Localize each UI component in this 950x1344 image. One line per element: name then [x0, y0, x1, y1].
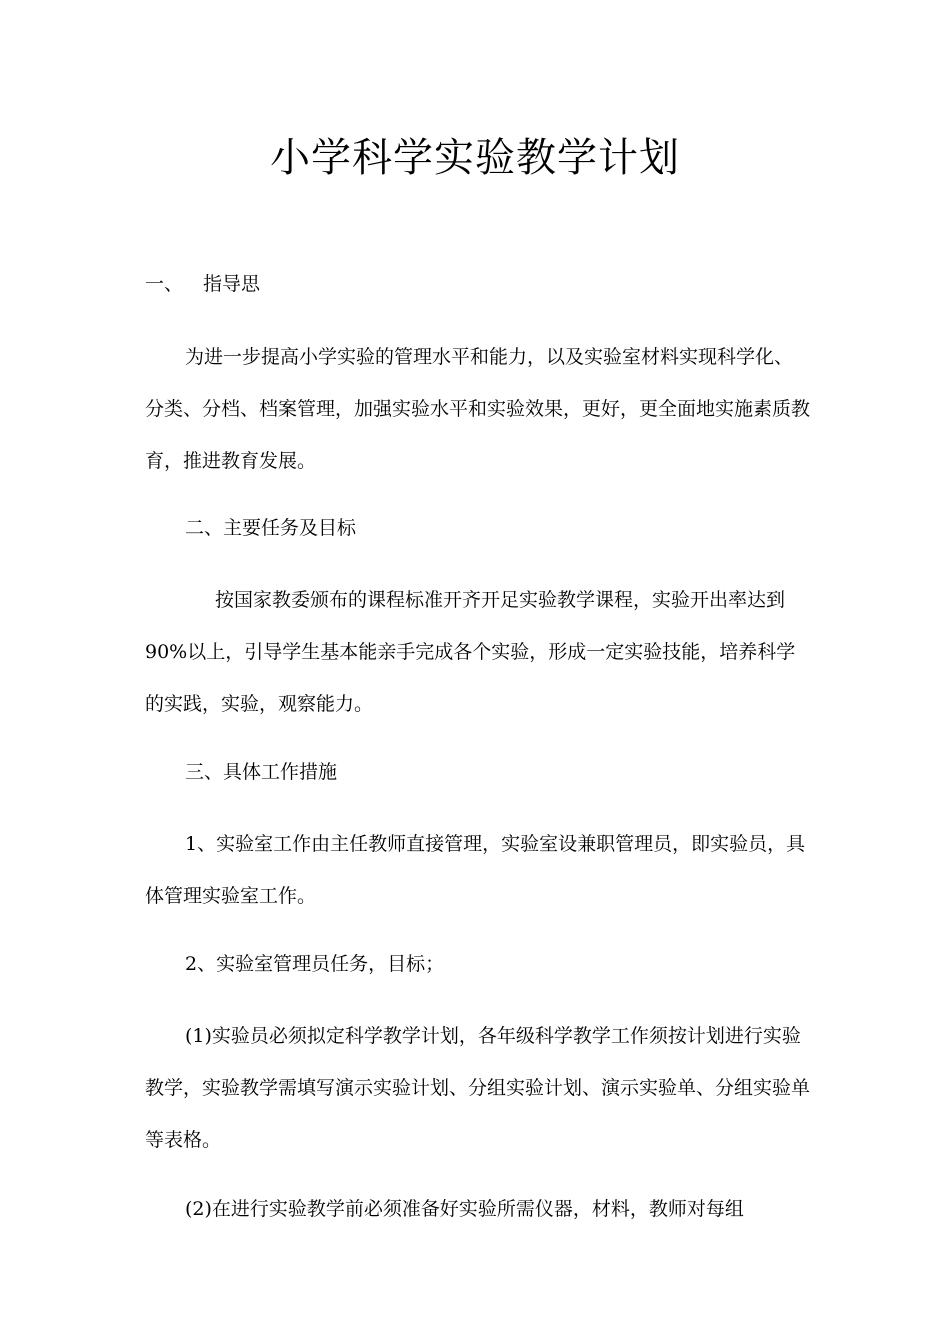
measure-subitem-2: (2)在进行实验教学前必须准备好实验所需仪器，材料，教师对每组: [185, 1198, 744, 1220]
measure-item-1: 1、实验室工作由主任教师直接管理，实验室设兼职管理员，即实验员，具体管理实验室工作。: [145, 833, 806, 907]
paragraph-tasks-goals: 按国家教委颁布的课程标准开齐开足实验教学课程，实验开出率达到 90%以上，引导学生基本能亲手完成各个实验，形成一定实验技能，培养科学的实践，实验，观察能力。: [145, 589, 796, 715]
section-heading-3: 三、具体工作措施: [185, 761, 338, 783]
section-heading-1: [145, 258, 810, 310]
document-title: 小学科学实验教学计划: [270, 135, 680, 181]
measure-item-2: 2、实验室管理员任务，目标；: [185, 953, 445, 975]
paragraph-guiding-principle: 为进一步提高小学实验的管理水平和能力，以及实验室材料实现科学化、分类、分档、档案管理，加强实验水平和实验效果，更好，更全面地实施素质教育，推进教育发展。: [145, 346, 811, 472]
measure-subitem-1: (1)实验员必须拟定科学教学计划，各年级科学教学工作须按计划进行实验教学，实验教学需填写演示实验计划、分组实验计划、演示实验单、分组实验单等表格。: [145, 1025, 811, 1151]
section-heading-2: 二、主要任务及目标: [185, 517, 357, 539]
section-1-number: 一、: [145, 273, 184, 295]
section-1-label: 指导思: [203, 273, 261, 295]
